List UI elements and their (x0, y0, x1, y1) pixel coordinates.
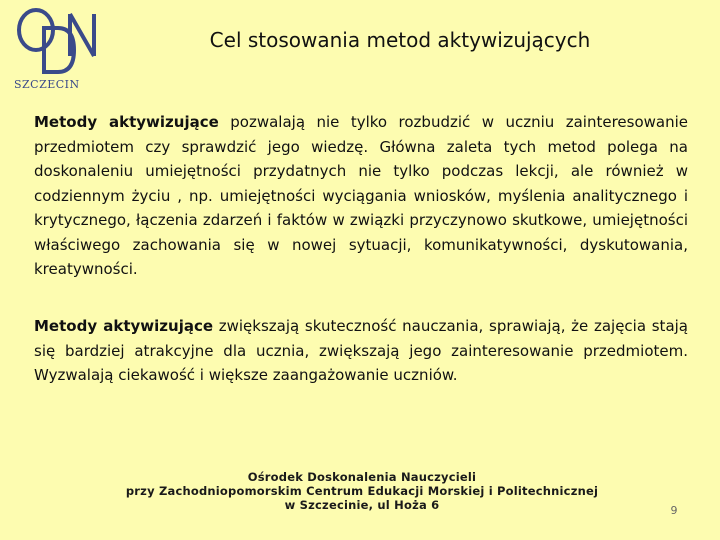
paragraph-2 (34, 314, 688, 388)
footer (120, 470, 604, 512)
paragraph-2-lead: Metody aktywizujące (34, 317, 214, 335)
paragraph-2-text: zwiększają skuteczność nauczania, sprawiają, że zajęcia stają się bardziej atrakcyjne dla ucznia, zwiększają jego zainteresowanie przedmiotem. Wyzwalają ciekawość i większe zaangażowanie uczniów. (34, 317, 688, 384)
footer-line-3: w Szczecinie, ul Hoża 6 (284, 498, 440, 512)
odn-logo (14, 6, 114, 96)
odn-logo-mark (14, 6, 114, 78)
footer-line-2: przy Zachodniopomorskim Centrum Edukacji Morskiej i Politechnicznej (125, 484, 599, 498)
paragraph-1 (34, 110, 688, 282)
slide-title: Cel stosowania metod aktywizujących (209, 28, 591, 52)
paragraph-1-text: pozwalają nie tylko rozbudzić w uczniu zainteresowanie przedmiotem czy sprawdzić jego wiedzę. Główna zaleta tych metod polega na doskonaleniu umiejętności przydatnych nie tylko podczas lekcji, ale również w codziennym życiu , np. umiejętności wyciągania wniosków, myślenia analitycznego i krytycznego, łączenia zdarzeń i faktów w związki przyczynowo skutkowe, umiejętności właściwego zachowania się w nowej sytuacji, komunikatywności, dyskutowania, kreatywności. (34, 113, 688, 278)
paragraph-1-lead: Metody aktywizujące (34, 113, 219, 131)
logo-caption: SZCZECIN (14, 78, 80, 91)
footer-line-1: Ośrodek Doskonalenia Nauczycieli (247, 470, 477, 484)
page-number: 9 (670, 504, 678, 517)
